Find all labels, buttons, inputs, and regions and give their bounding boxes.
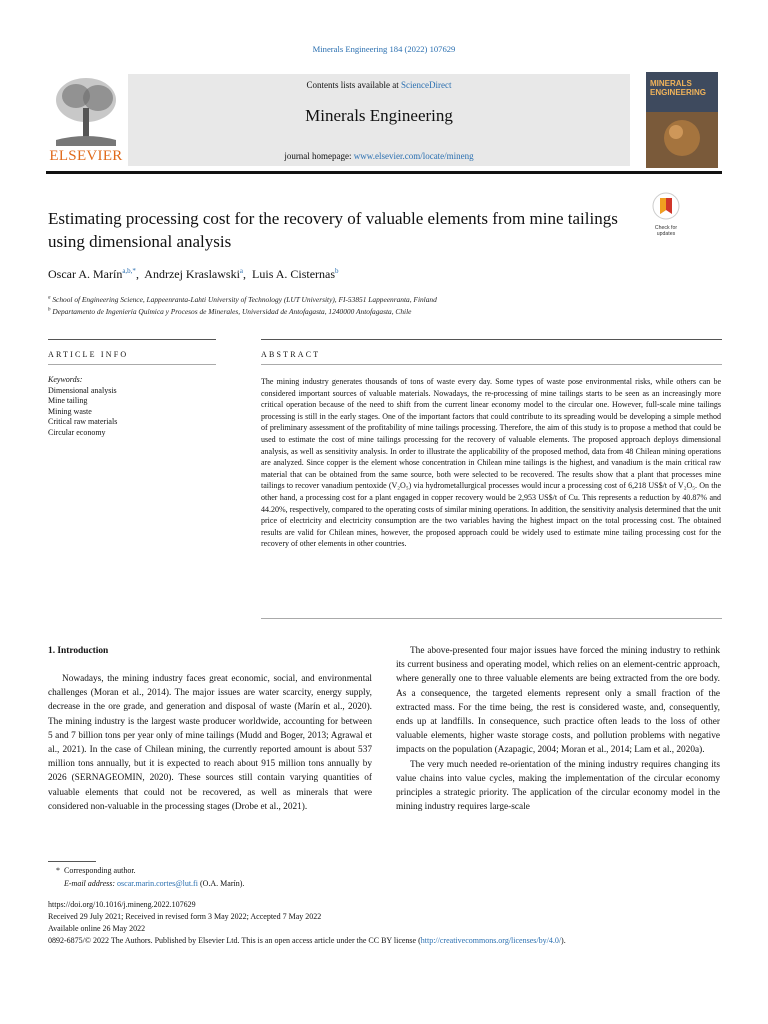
affiliation-b: $^b$ Departamento de Ingeniería Química y Procesos de Minerales, Universidad de Antofagasta, 1240000 Antofagasta, Chile xyxy=(48,307,412,316)
intro-paragraph: Nowadays, the mining industry faces great economic, social, and environmental challenges (Moran et al., 2014). The major issues are water scarcity, energy supply, decrease in the ore grade, and generation and disposal of waste (Marín et al., 2020). The mining industry is the largest waste producer worldwide, accounting for between 5 and 7 billion tons per year only of mine tailings (Mudd and Boger, 2013; Agrawal et al., 2021). In the case of Chilean mining, the currently reported amount is about 537 million tons annually, but it is expected to reach about 915 million tons annually by 2026 (SERNAGEOMIN, 2020). These sources still contain varying quantities of valuable elements that could not be recovered, as well as minerals that were considered non-valuable in the processing stages (Drobe et al., 2021). xyxy=(48,674,372,812)
homepage-line xyxy=(128,151,630,161)
contents-line xyxy=(128,80,630,90)
article-info-rule-top xyxy=(48,339,216,340)
masthead-rule xyxy=(46,171,722,174)
author-1[interactable]: Oscar A. Marín$^{a,b,*}$ xyxy=(48,267,136,281)
license-link[interactable]: http://creativecommons.org/licenses/by/4.0/ xyxy=(420,936,562,945)
email-owner: (O.A. Marín). xyxy=(199,879,245,888)
corresponding-author-note: * Corresponding author. xyxy=(56,866,136,875)
affiliation-a: $^a$ School of Engineering Science, Lappeenranta-Lahti University of Technology (LUT University), FI-53851 Lappeenranta, Finland xyxy=(48,295,437,304)
article-info-rule xyxy=(48,364,216,365)
intro-right-column xyxy=(396,644,720,814)
check-updates-label: Check for updates xyxy=(654,225,678,237)
article-info-heading: ARTICLE INFO xyxy=(48,350,129,359)
keywords-label: Keywords: xyxy=(48,375,83,384)
journal-title: Minerals Engineering xyxy=(305,106,453,125)
check-for-updates-button[interactable] xyxy=(648,192,684,237)
journal-citation[interactable]: Minerals Engineering 184 (2022) 107629 xyxy=(312,44,456,54)
keywords-block xyxy=(48,375,218,438)
intro-paragraph: The very much needed re-orientation of the mining industry requires changing its value chains into value cycles, making the implementation of the circular economy principles a strategic priority. The application of the circular economy model in the mining industry requires large-scale xyxy=(396,759,720,813)
author-list: Oscar A. Marín$^{a,b,*}$, Andrzej Kraslawski$^a$, Luis A. Cisternas$^b$ xyxy=(48,267,339,281)
homepage-link[interactable]: www.elsevier.com/locate/mineng xyxy=(353,151,474,161)
intro-left-column xyxy=(48,672,372,814)
sciencedirect-link[interactable]: ScienceDirect xyxy=(401,80,452,90)
keyword-item: Dimensional analysis xyxy=(48,385,117,395)
bookmark-icon xyxy=(648,192,684,220)
contents-prefix: Contents lists available at xyxy=(306,80,401,90)
keyword-item: Mining waste xyxy=(48,406,92,416)
cover-title: MINERALS ENGINEERING xyxy=(650,79,707,97)
keyword-item: Critical raw materials xyxy=(48,417,118,426)
email-link[interactable]: oscar.marin.cortes@lut.fi xyxy=(117,879,198,888)
homepage-prefix: journal homepage: xyxy=(284,151,354,161)
abstract-rule xyxy=(261,364,722,365)
available-online: Available online 26 May 2022 xyxy=(48,924,146,933)
author-2[interactable]: Andrzej Kraslawski$^a$ xyxy=(144,267,244,281)
email-label: E-mail address: xyxy=(64,879,116,888)
keyword-item: Mine tailing xyxy=(48,396,88,405)
elsevier-wordmark: ELSEVIER xyxy=(49,148,123,164)
keyword-item: Circular economy xyxy=(48,427,106,437)
license-line: 0892-6875/© 2022 The Authors. Published by Elsevier Ltd. This is an open access article under the CC BY license (http://creativecommons.org/licenses/by/4.0/). xyxy=(48,936,566,945)
email-note xyxy=(64,879,244,888)
footnote-rule xyxy=(48,861,96,862)
received-dates: Received 29 July 2021; Received in revised form 3 May 2022; Accepted 7 May 2022 xyxy=(48,912,322,921)
doi-link[interactable]: https://doi.org/10.1016/j.mineng.2022.107629 xyxy=(48,900,196,909)
author-3[interactable]: Luis A. Cisternas$^b$ xyxy=(252,267,339,281)
intro-paragraph: The above-presented four major issues have forced the mining industry to rethink its current business and operating model, which relies on an element-centric approach, where generally one to three valuable elements are being extracted from the ore body. As a consequence, the targeted elements represent only a small fraction of the extracted mass. For the time being, the rest is considered waste, and, consequently, ends up at landfills. In consequence, such practice often leads to the loss of other valuable elements, higher waste storage costs, and pollution problems with negative impacts on the population (Azapagic, 2004; Moran et al., 2014; Lam et al., 2020a). xyxy=(396,646,720,756)
abstract-heading: ABSTRACT xyxy=(261,350,321,359)
section-heading-introduction: 1. Introduction xyxy=(48,646,109,656)
abstract-rule-bottom xyxy=(261,618,722,619)
abstract-text: The mining industry generates thousands of tons of waste every day. Some types of waste pose environmental risks, while others can be considered important sources of valuable materials. Nowadays, the re-processing of mine tailings starts to be seen as an increasingly more critical operation because of the need to shift from the current linear economy model to the circular one. However, full-scale mine tailings processing is still in the early stages. One of the important factors that could contribute to its spreading would be developing a simple method of preliminary assessment of the profitability of mine tailings processing. Therefore, the aim of this study is to propose a method that could be used to estimate the cost of mine tailings processing for the recovery of valuable elements. The proposed approach deploys dimensional analysis, as well as sensitivity analysis. In order to illustrate the applicability of the proposed method, data from 48 Chilean mining operations are analyzed. Since copper is the element whose concentration in Chilean mine tailings is the highest, and vanadium is the main critical raw material that can be obtained from the same source, both were selected to be recovered. The results show that a plant that processes mine tailings to recover vanadium pentoxide (V₂O₅) via hydrometallurgical processes would incur a processing cost of 6,218 US$/t of V₂O₅. On the other hand, a processing cost for a plant engaged in copper recovery would be 2,953 US$/t of Cu. This represents a reduction by 40.87% and 44.20%, respectively, compared to the operating costs of similar mining operations. In addition, the sensitivity analysis determined that the unit price of electricity and electricity consumption are the two variables having the highest impact on the total processing cost. The obtained results are valid for Chilean mines, however, the proposed approach could be widely used to estimate mine tailing processing cost for the recovery of other elements in other countries. xyxy=(261,377,721,549)
paper-title: Estimating processing cost for the recovery of valuable elements from mine tailings using dimensional analysis xyxy=(48,209,618,251)
abstract-rule-top xyxy=(261,339,722,340)
